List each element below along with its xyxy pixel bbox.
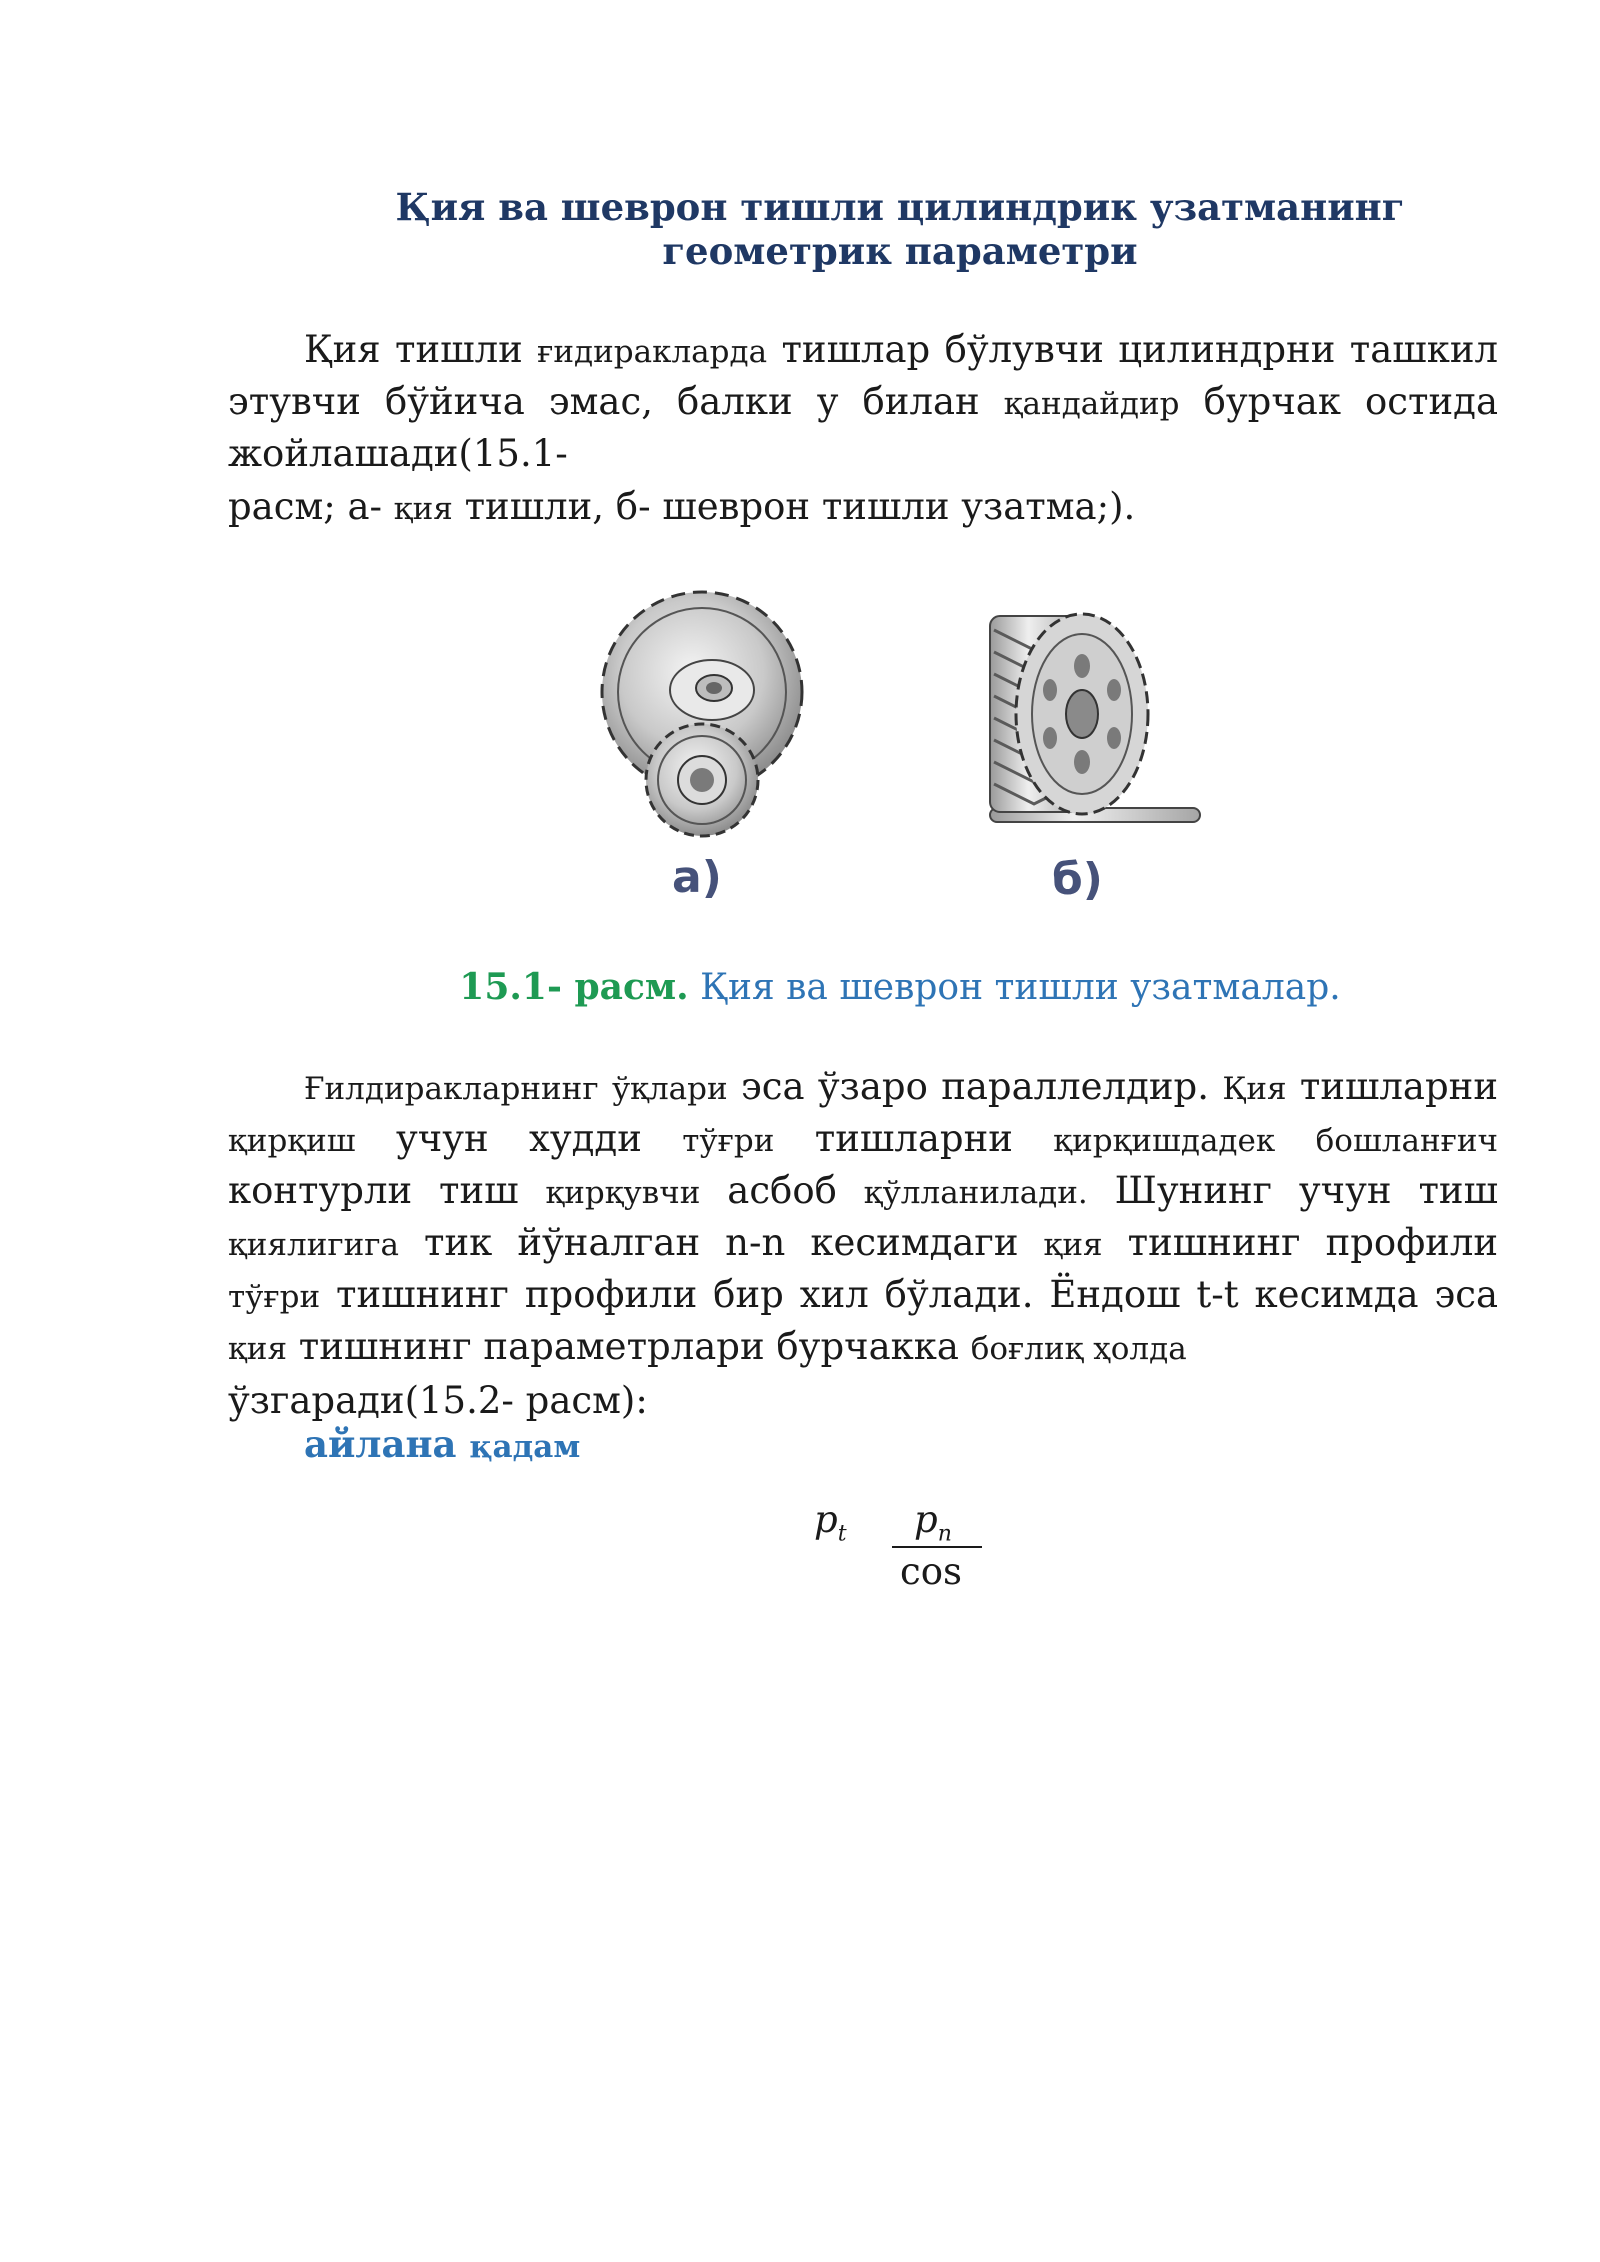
herringbone-gear-icon (990, 614, 1200, 822)
term-heading: айлана қадам (304, 1422, 581, 1466)
caption-text: Қия ва шеврон тишли узатмалар. (688, 967, 1341, 1008)
paragraph-intro-continuation: расм; а- қия тишли, б- шеврон тишли узатма;). (228, 485, 1136, 528)
fraction-bar (892, 1546, 982, 1548)
figure-label-b: б) (1052, 854, 1103, 905)
helical-gear-pair-icon (602, 592, 802, 836)
figure-caption (300, 965, 1500, 1010)
figure-label-a: а) (672, 852, 722, 903)
paragraph-cutting-continuation: ўзгаради(15.2- расм): (228, 1379, 648, 1422)
pitch-formula (800, 1490, 1020, 1640)
gear-figure (590, 580, 1230, 910)
paragraph-intro: Қия тишли ғидиракларда тишлар бўлувчи цилиндрни ташкил этувчи бўйича эмас, балки у билан қандайдир бурчак остида жойлашади(15.1- (228, 328, 1498, 475)
paragraph-cutting: Ғилдиракларнинг ўқлари эса ўзаро параллелдир. Қия тишларни қирқиш учун худди тўғри тишларни қирқишдадек бошланғич контурли тиш қирқувчи асбоб қўлланилади. Шунинг учун тиш қиялигига тик йўналган n-n кесимдаги қия тишнинг профили тўғри тишнинг профили бир хил бўлади. Ёндош t-t кесимда эса қия тишнинг параметрлари бурчакка боғлиқ ҳолда (228, 1065, 1499, 1368)
section-title: Қия ва шеврон тишли цилиндрик узатманинг геометрик параметри (395, 185, 1405, 273)
formula-denominator: cos (900, 1550, 962, 1593)
formula-numerator: $p_n$ (914, 1498, 952, 1547)
formula-lhs: $p_t$ (814, 1498, 847, 1547)
caption-number: 15.1- расм. (459, 966, 689, 1008)
